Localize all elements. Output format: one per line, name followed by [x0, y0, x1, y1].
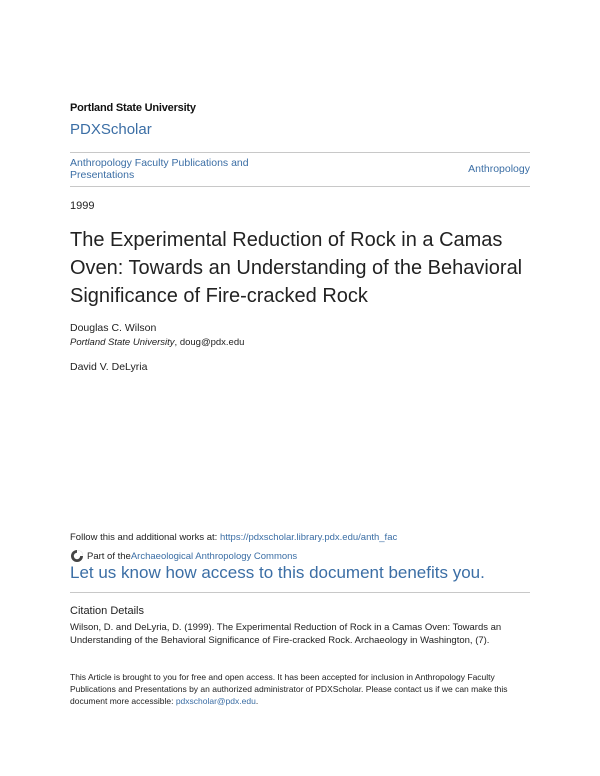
affiliation-text: Portland State University: [70, 337, 175, 348]
citation-divider: [70, 592, 530, 593]
author-1-name: Douglas C. Wilson: [70, 322, 157, 334]
department-link[interactable]: Anthropology: [468, 163, 530, 175]
nav-divider: [70, 186, 530, 187]
author-email: , doug@pdx.edu: [174, 337, 245, 348]
author-1-affiliation: [70, 337, 244, 348]
open-access-icon: [70, 549, 84, 563]
footer-end: .: [255, 696, 259, 706]
part-of-line: [70, 549, 297, 563]
repository-link[interactable]: PDXScholar: [70, 121, 152, 138]
author-2-name: David V. DeLyria: [70, 361, 148, 373]
access-footer: [70, 671, 540, 707]
follow-prefix: Follow this and additional works at:: [70, 532, 220, 543]
follow-line: [70, 532, 397, 543]
university-name: Portland State University: [70, 102, 196, 114]
publication-year: 1999: [70, 200, 95, 212]
feedback-link[interactable]: Let us know how access to this document benefits you.: [70, 563, 485, 582]
collection-link[interactable]: Anthropology Faculty Publications and Presentations: [70, 157, 249, 181]
citation-heading: Citation Details: [70, 605, 144, 617]
footer-text: This Article is brought to you for free and open access. It has been accepted for inclusion in Anthropology Faculty Publications and Presentations by an authorized administrator of PDXScholar. Please contact us if we can make this document more accessible:: [70, 672, 508, 706]
commons-link[interactable]: Archaeological Anthropology Commons: [130, 550, 298, 562]
paper-title: The Experimental Reduction of Rock in a Camas Oven: Towards an Understanding of the Behavioral Significance of Fire-cracked Rock: [70, 229, 523, 307]
part-of-prefix: Part of the: [87, 550, 131, 562]
top-divider: [70, 152, 530, 153]
follow-url-link[interactable]: https://pdxscholar.library.pdx.edu/anth_fac: [219, 532, 398, 543]
contact-email-link[interactable]: pdxscholar@pdx.edu: [175, 696, 256, 706]
citation-text: Wilson, D. and DeLyria, D. (1999). The Experimental Reduction of Rock in a Camas Oven: Towards an Understanding of the Behavioral Significance of Fire-cracked Rock. Archaeology in Washington, (7).: [70, 622, 502, 646]
